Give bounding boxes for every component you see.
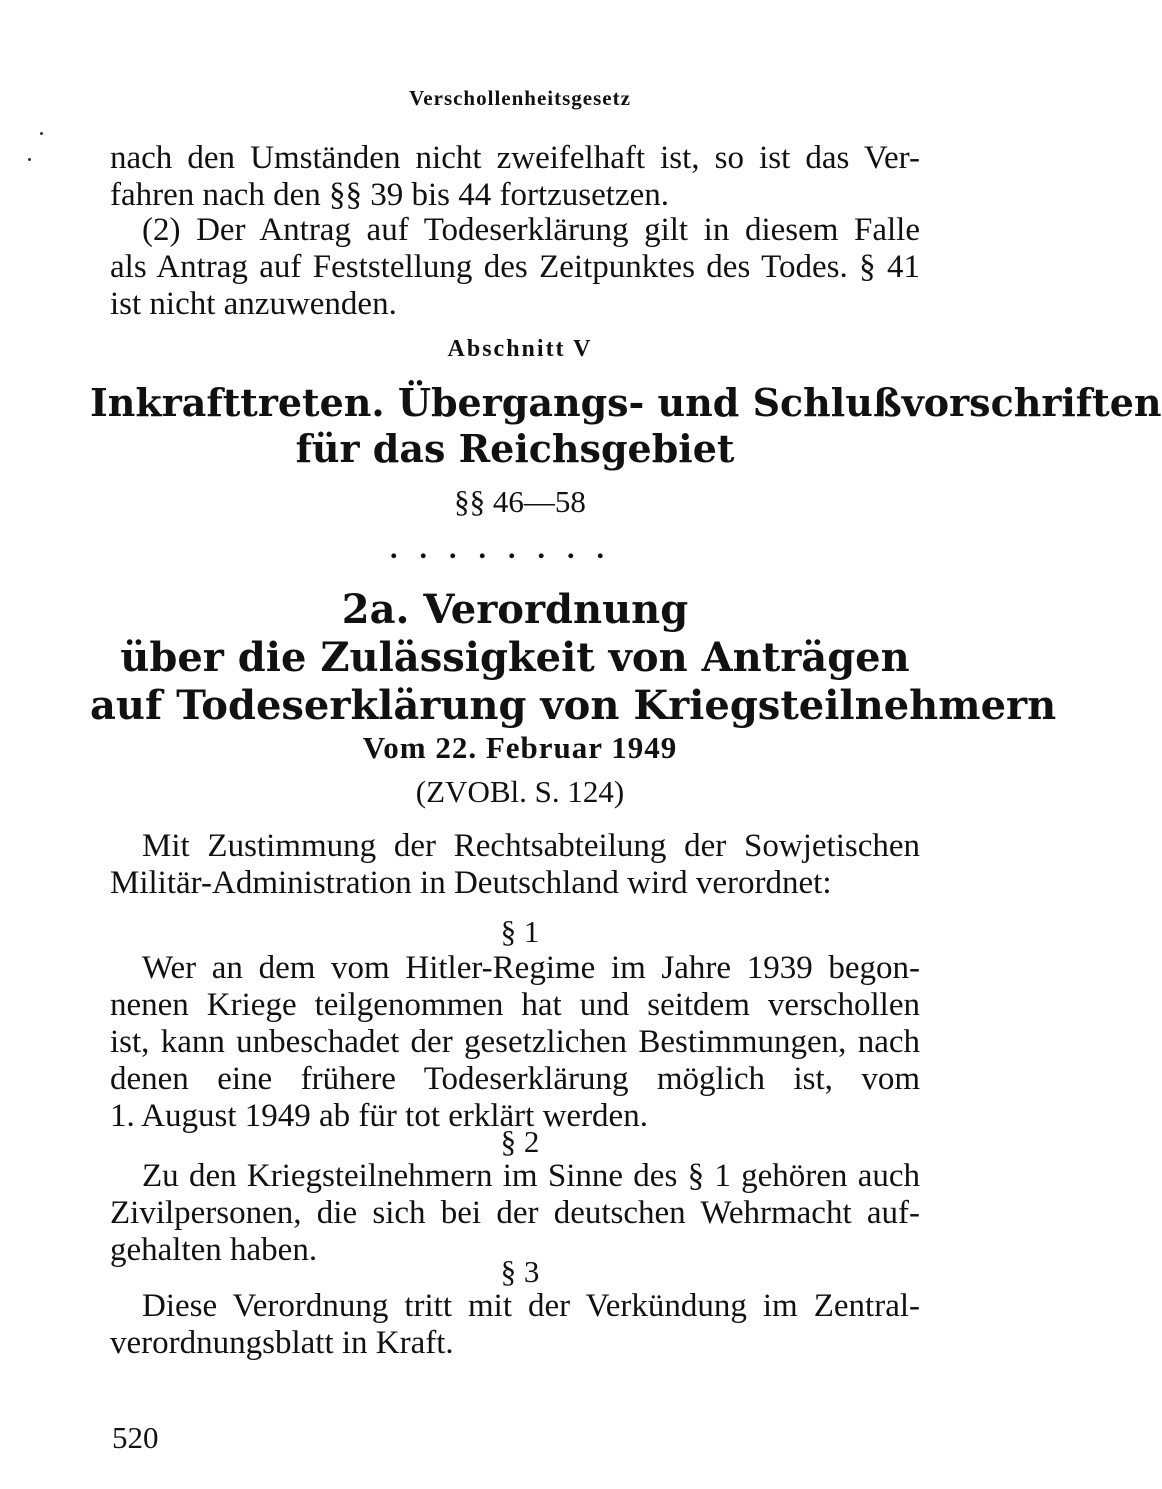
paragraph-2 xyxy=(110,212,920,323)
text-line: Militär-Administration in Deutschland wird verordnet: xyxy=(110,865,832,901)
ordinance-title-line: auf Todeserklärung von Kriegsteilnehmern xyxy=(90,682,1057,729)
section-1-text xyxy=(110,950,920,1135)
ordinance-title xyxy=(90,586,1057,730)
text-line: ist, kann unbeschadet der gesetzlichen Bestimmungen, nach xyxy=(110,1024,920,1060)
text-line: 1. August 1949 ab für tot erklärt werden. xyxy=(110,1098,648,1134)
text-line: Zu den Kriegsteilnehmern im Sinne des § 1 gehören auch xyxy=(142,1158,920,1194)
section-title-line: Inkrafttreten. Übergangs- und Schlußvorschriften xyxy=(90,380,1162,425)
ordinance-reference: (ZVOBl. S. 124) xyxy=(415,774,625,809)
text-line: nenen Kriege teilgenommen hat und seitdem verschollen xyxy=(110,987,920,1023)
section-mark: § 1 xyxy=(500,914,540,949)
section-mark: § 3 xyxy=(500,1254,540,1289)
text-line: verordnungsblatt in Kraft. xyxy=(110,1325,454,1361)
text-line: denen eine frühere Todeserklärung möglich ist, vom xyxy=(110,1061,920,1097)
text-line: (2) Der Antrag auf Todeserklärung gilt in diesem Falle xyxy=(142,212,920,248)
text-line: als Antrag auf Feststellung des Zeitpunktes des Todes. § 41 xyxy=(110,249,920,285)
text-line: Zivilpersonen, die sich bei der deutschen Wehrmacht auf- xyxy=(110,1195,920,1231)
text-line: Diese Verordnung tritt mit der Verkündung im Zentral- xyxy=(142,1288,920,1324)
section-title xyxy=(90,380,1162,472)
ordinance-title-line: über die Zulässigkeit von Anträgen xyxy=(120,634,910,681)
paragraph-range: §§ 46—58 xyxy=(454,484,586,519)
text-line: Mit Zustimmung der Rechtsabteilung der Sowjetischen xyxy=(142,828,920,864)
omission-dots: ........ xyxy=(390,532,626,565)
page-number: 520 xyxy=(112,1420,159,1455)
running-head: Verschollenheitsgesetz xyxy=(409,86,631,110)
section-title-line: für das Reichsgebiet xyxy=(295,426,735,471)
text-line: gehalten haben. xyxy=(110,1232,318,1268)
scan-speck xyxy=(28,158,31,161)
preamble xyxy=(110,828,920,902)
section-2-text xyxy=(110,1158,920,1269)
section-mark: § 2 xyxy=(500,1124,540,1159)
text-line: nach den Umständen nicht zweifelhaft ist, so ist das Ver- xyxy=(110,140,920,176)
text-line: ist nicht anzuwenden. xyxy=(110,286,397,322)
ordinance-date: Vom 22. Februar 1949 xyxy=(362,730,678,765)
text-line: Wer an dem vom Hitler-Regime im Jahre 1939 begon- xyxy=(142,950,920,986)
section-3-text xyxy=(110,1288,920,1362)
ordinance-title-line: 2a. Verordnung xyxy=(341,586,689,633)
section-label: Abschnitt V xyxy=(447,336,593,362)
text-line: fahren nach den §§ 39 bis 44 fortzusetzen. xyxy=(110,177,669,213)
continuation-paragraph xyxy=(110,140,920,214)
scan-speck xyxy=(40,132,43,135)
